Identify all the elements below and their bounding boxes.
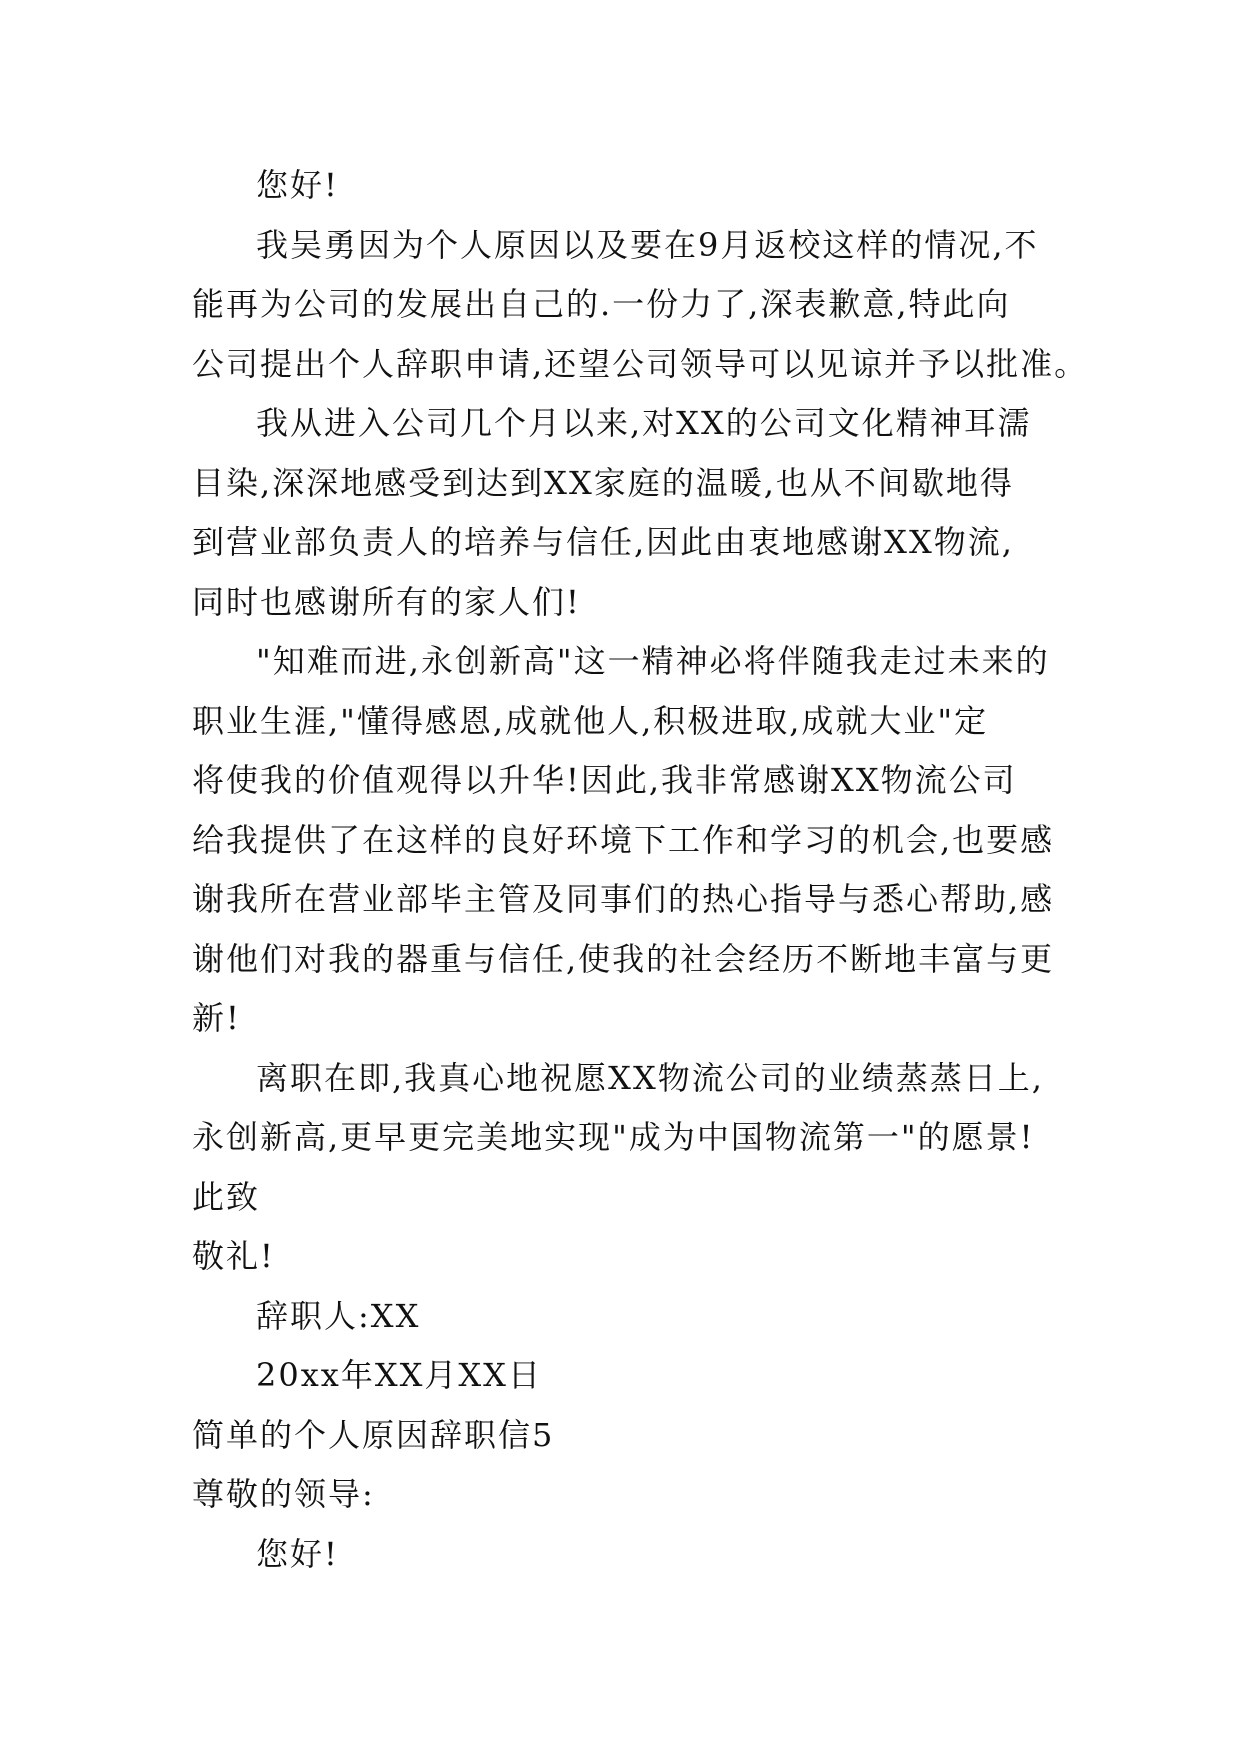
- paragraph-3-line: 谢我所在营业部毕主管及同事们的热心指导与悉心帮助,感: [192, 880, 1055, 918]
- paragraph-3-line: 将使我的价值观得以升华!因此,我非常感谢XX物流公司: [192, 761, 1017, 799]
- paragraph-3-line: 职业生涯,"懂得感恩,成就他人,积极进取,成就大业"定: [192, 701, 989, 740]
- paragraph-3-line: 给我提供了在这样的良好环境下工作和学习的机会,也要感: [192, 820, 1055, 859]
- closing-line: 敬礼!: [192, 1237, 275, 1275]
- paragraph-2-line: 我从进入公司几个月以来,对XX的公司文化精神耳濡: [256, 404, 1032, 442]
- paragraph-3-line: 新!: [192, 999, 241, 1037]
- paragraph-1-line: 能再为公司的发展出自己的.一份力了,深表歉意,特此向: [192, 285, 1011, 323]
- closing-line: 此致: [192, 1177, 261, 1216]
- paragraph-1-line: 我吴勇因为个人原因以及要在9月返校这样的情况,不: [256, 225, 1039, 264]
- paragraph-1-line: 公司提出个人辞职申请,还望公司领导可以见谅并予以批准。: [192, 344, 1089, 383]
- paragraph-4-line: 离职在即,我真心地祝愿XX物流公司的业绩蒸蒸日上,: [256, 1058, 1044, 1097]
- paragraph-2-line: 同时也感谢所有的家人们!: [192, 582, 581, 621]
- signer: 辞职人:XX: [256, 1296, 421, 1335]
- paragraph-2-line: 到营业部负责人的培养与信任,因此由衷地感谢XX物流,: [192, 523, 1014, 561]
- paragraph-4-line: 永创新高,更早更完美地实现"成为中国物流第一"的愿景!: [192, 1118, 1035, 1156]
- section-title: 简单的个人原因辞职信5: [192, 1415, 555, 1454]
- paragraph-3-line: 谢他们对我的器重与信任,使我的社会经历不断地丰富与更: [192, 939, 1055, 978]
- letter-body: [192, 156, 1089, 1584]
- greeting: 您好!: [256, 1534, 339, 1573]
- salutation: 尊敬的领导:: [192, 1475, 375, 1513]
- paragraph-3-line: "知难而进,永创新高"这一精神必将伴随我走过未来的: [256, 642, 1050, 680]
- paragraph-2-line: 目染,深深地感受到达到XX家庭的温暖,也从不间歇地得: [192, 463, 1014, 502]
- greeting: 您好!: [256, 166, 339, 204]
- date: 20xx年XX月XX日: [256, 1356, 542, 1394]
